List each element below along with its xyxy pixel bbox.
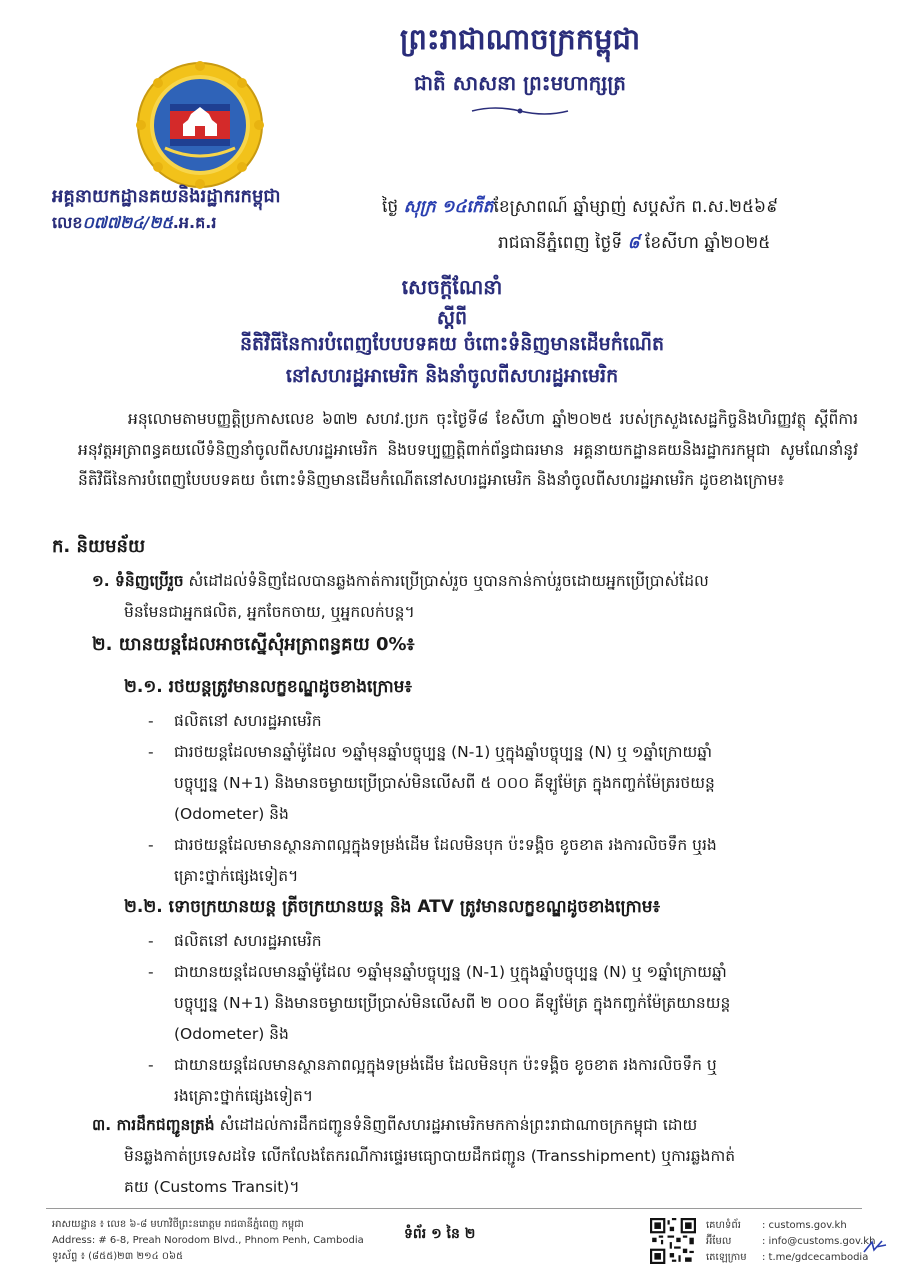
sub22-bullet-2-line3: (Odometer) និង [174, 1025, 289, 1043]
bullet-dash: - [148, 712, 154, 730]
solar-suffix: ខែសីហា ឆ្នាំ២០២៥ [644, 233, 771, 253]
sub22-bullet-2-line1: ជាយានយន្តដែលមានឆ្នាំម៉ូដែល ១ឆ្នាំមុនឆ្នាំបច្ចុប្បន្ន (N-1) ឬក្នុងឆ្នាំបច្ចុប្បន្ន (N) ឬ ១ឆ្នាំក្រោយឆ្នាំ [174, 963, 727, 981]
qr-code-icon [650, 1218, 696, 1264]
sub21-bullet-1-text: ផលិតនៅ សហរដ្ឋអាមេរិក [174, 712, 322, 730]
telegram-link[interactable]: : t.me/gdcecambodia [762, 1252, 869, 1263]
bullet-dash: - [148, 1056, 154, 1074]
telegram-row [706, 1250, 875, 1266]
phone-number: ទូរស័ព្ទ ៖ (៨៥៥)២៣ ២១៤ ០៦៥ [52, 1251, 184, 1262]
item2-heading: ២. យានយន្តដែលអាចស្នើសុំអត្រាពន្ធគយ 0%៖ [92, 634, 415, 655]
email-link[interactable]: : info@customs.gov.kh [762, 1236, 876, 1247]
email-row [706, 1234, 875, 1250]
bullet-dash: - [148, 963, 154, 981]
item3-line2: មិនឆ្លងកាត់ប្រទេសដទៃ លើកលែងតែករណីការផ្ទេរមធ្យោបាយដឹកជញ្ជូន (Transshipment) ឬការឆ្លងកាត់ [124, 1147, 736, 1165]
sub22-bullet-3-line1: ជាយានយន្តដែលមានស្ថានភាពល្អក្នុងទម្រង់ដើម ដែលមិនបុក ប៉ះទង្គិច ខូចខាត រងការលិចទឹក ឬ [174, 1056, 717, 1074]
item3-text1: សំដៅដល់ការដឹកជញ្ជូនទំនិញពីសហរដ្ឋអាមេរិកមកកាន់ព្រះរាជាណាចក្រកម្ពុជា ដោយ [219, 1116, 698, 1134]
sub22-bullet-3-line2: រងគ្រោះថ្នាក់ផ្សេងទៀត។ [174, 1087, 314, 1105]
bullet-dash: - [148, 932, 154, 950]
sub21-bullet-3 [148, 830, 848, 892]
footer-address [52, 1217, 364, 1265]
item1-text1: សំដៅដល់ទំនិញដែលបានឆ្លងកាត់ការប្រើប្រាស់រួច ឬបានកាន់កាប់រួចដោយអ្នកប្រើប្រាស់ដែល [188, 572, 709, 590]
sub22-bullet-1-text: ផលិតនៅ សហរដ្ឋអាមេរិក [174, 932, 322, 950]
ref-value: ០៧៧២៤/២៥ [82, 213, 173, 232]
item1-line1 [92, 566, 709, 597]
sub21-heading: ២.១. រថយន្តត្រូវមានលក្ខខណ្ឌដូចខាងក្រោម៖ [124, 677, 412, 697]
sub21-bullet-3-line2: គ្រោះថ្នាក់ផ្សេងទៀត។ [174, 867, 299, 885]
footer-divider [46, 1208, 862, 1209]
telegram-label: តេឡេក្រាម [706, 1252, 747, 1263]
solar-handwritten-day: ៨ [627, 233, 640, 253]
section-a-heading: ក. និយមន័យ [52, 536, 146, 557]
national-motto: ជាតិ សាសនា ព្រះមហាក្សត្រ [414, 71, 626, 95]
sub22-bullet-2 [148, 957, 848, 1050]
document-type: សេចក្តីណែនាំ [401, 275, 503, 299]
reference-number [52, 212, 216, 236]
item3-term: ៣. ការដឹកជញ្ជូនត្រង់ [92, 1116, 215, 1134]
item3-line1 [92, 1110, 697, 1141]
sub21-bullet-2-line2: បច្ចុប្បន្ន (N+1) និងមានចម្ងាយប្រើប្រាស់មិនលើសពី ៥ ០០០ គីឡូម៉ែត្រ ក្នុងកញ្ចក់ម៉ែត្ររថយន្ត [174, 774, 715, 792]
document-title-line2: នៅសហរដ្ឋអាមេរិក និងនាំចូលពីសហរដ្ឋអាមេរិក [285, 365, 619, 387]
customs-emblem-logo [135, 60, 265, 190]
address-khmer: អាសយដ្ឋាន ៖ លេខ ៦-៨ មហាវិថីព្រះនរោត្តម រាជធានីភ្នំពេញ កម្ពុជា [52, 1219, 304, 1230]
solar-prefix: រាជធានីភ្នំពេញ ថ្ងៃទី [498, 233, 623, 253]
item3-line3: គយ (Customs Transit)។ [124, 1178, 300, 1196]
intro-paragraph: អនុលោមតាមបញ្ញត្តិប្រកាសលេខ ៦៣២ សហវ.ប្រក ចុះថ្ងៃទី៨ ខែសីហា ឆ្នាំ២០២៥ របស់ក្រសួងសេដ្ឋកិច្ចនិងហិរញ្ញវត្ថុ ស្តីពីការអនុវត្តអត្រាពន្ធគយលើទំនិញនាំចូលពីសហរដ្ឋអាមេរិក និងបទប្បញ្ញត្តិពាក់ព័ន្ធជាធរមាន អគ្គនាយកដ្ឋានគយនិងរដ្ឋាករកម្ពុជា សូមណែនាំនូវនីតិវិធីនៃការបំពេញបែបបទគយ ចំពោះទំនិញមានដើមកំណើតនៅសហរដ្ឋអាមេរិក និងនាំចូលពីសហរដ្ឋអាមេរិក ដូចខាងក្រោម៖ [78, 410, 858, 489]
kingdom-title: ព្រះរាជាណាចក្រកម្ពុជា [399, 22, 641, 56]
ref-prefix: លេខ [52, 213, 83, 232]
address-english: Address: # 6-8, Preah Norodom Blvd., Phnom Penh, Cambodia [52, 1235, 364, 1246]
initials-mark [862, 1238, 888, 1256]
department-name: អគ្គនាយកដ្ឋានគយនិងរដ្ឋាករកម្ពុជា [52, 186, 281, 207]
bullet-dash: - [148, 743, 154, 761]
ref-suffix: .អ.គ.រ [172, 213, 217, 232]
sub21-bullet-2-line1: ជារថយន្តដែលមានឆ្នាំម៉ូដែល ១ឆ្នាំមុនឆ្នាំបច្ចុប្បន្ន (N-1) ឬក្នុងឆ្នាំបច្ចុប្បន្ន (N) ឬ ១ឆ្នាំក្រោយឆ្នាំ [174, 743, 713, 761]
website-row [706, 1218, 875, 1234]
page-number: ទំព័រ ១ នៃ ២ [404, 1226, 476, 1242]
sub21-bullet-2 [148, 737, 848, 830]
bullet-dash: - [148, 836, 154, 854]
item1-line2: មិនមែនជាអ្នកផលិត, អ្នកចែកចាយ, ឬអ្នកលក់បន្ត។ [124, 603, 415, 621]
lunar-prefix: ថ្ងៃ [382, 197, 399, 217]
sub21-bullet-2-line3: (Odometer) និង [174, 805, 289, 823]
lunar-date [382, 196, 778, 221]
website-link[interactable]: : customs.gov.kh [762, 1220, 847, 1231]
document-title-line1: នីតិវិធីនៃការបំពេញបែបបទគយ ចំពោះទំនិញមានដើមកំណើត [239, 333, 665, 355]
sub21-bullet-3-line1: ជារថយន្តដែលមានស្ថានភាពល្អក្នុងទម្រង់ដើម ដែលមិនបុក ប៉ះទង្គិច ខូចខាត រងការលិចទឹក ឬរង [174, 836, 717, 854]
document-subject: ស្តីពី [436, 307, 468, 329]
sub21-bullet-1 [148, 706, 848, 737]
solar-date [498, 232, 770, 257]
sub22-bullet-2-line2: បច្ចុប្បន្ន (N+1) និងមានចម្ងាយប្រើប្រាស់មិនលើសពី ២ ០០០ គីឡូម៉ែត្រ ក្នុងកញ្ចក់ម៉ែត្រយានយន្ត [174, 994, 731, 1012]
email-label: អ៊ីមែល [706, 1236, 732, 1247]
sub22-bullet-1 [148, 926, 848, 957]
sub22-bullet-3 [148, 1050, 848, 1112]
lunar-handwritten: សុក្រ ១៤កើត [403, 197, 494, 217]
ornament-divider [470, 104, 570, 118]
website-label: គេហទំព័រ [706, 1220, 741, 1231]
sub22-heading: ២.២. ទោចក្រយានយន្ត ត្រីចក្រយានយន្ត និង ATV ត្រូវមានលក្ខខណ្ឌដូចខាងក្រោម៖ [124, 897, 661, 917]
footer-contacts [706, 1218, 875, 1266]
lunar-suffix: ខែស្រាពណ៍ ឆ្នាំម្សាញ់ សប្តស័ក ព.ស.២៥៦៩ [493, 197, 779, 217]
item1-term: ១. ទំនិញប្រើរួច [92, 572, 184, 590]
